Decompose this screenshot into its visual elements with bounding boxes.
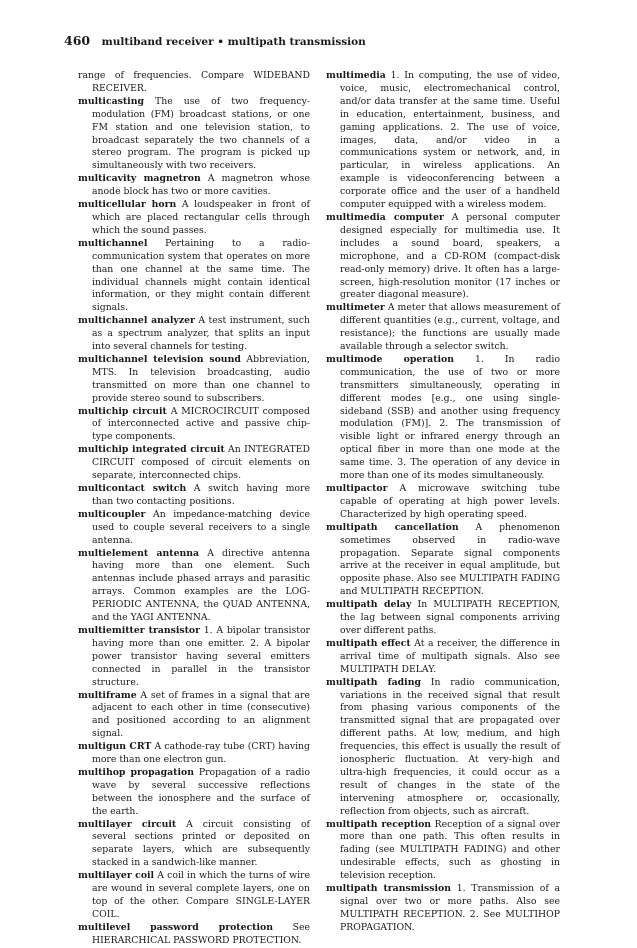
dictionary-entry: [78, 509, 310, 548]
entry-definition: A coil in which the turns of wire are wound in several complete layers, one on top of the other. Compare SINGLE-LAYER COIL.: [92, 870, 310, 920]
entry-definition: An impedance-matching device used to couple several receivers to a single antenna.: [92, 508, 310, 546]
entry-term: multipath reception: [326, 818, 432, 830]
entry-term: multichip integrated circuit: [78, 444, 225, 456]
entry-definition: Abbreviation, MTS. In television broadcasting, audio transmitted on more than one channel to provide stereo sound to subscribers.: [92, 353, 310, 404]
entry-term: multihop propagation: [78, 766, 194, 778]
entry-definition: A cathode-ray tube (CRT) having more than one electron gun.: [92, 741, 310, 766]
dictionary-entry: [78, 767, 310, 819]
entry-definition: The use of two frequency-modulation (FM) broadcast stations, or one FM station and one television station, to broadcast separately the two channels of a stereo program. The program is picked up simultaneously with two receivers.: [92, 95, 310, 172]
entry-term: multipath cancellation: [326, 521, 459, 533]
entry-definition: In MULTIPATH RECEPTION, the lag between signal components arriving over different paths.: [340, 599, 560, 636]
dictionary-entry: [326, 638, 560, 677]
entry-definition: Propagation of a radio wave by several successive reflections between the ionosphere and the surface of the earth.: [92, 766, 310, 817]
entry-definition: A meter that allows measurement of different quantities (e.g., current, voltage, and resistance); the functions are usually made available through a selector switch.: [340, 302, 560, 353]
dictionary-entry: [78, 70, 310, 96]
dictionary-entry: [326, 522, 560, 599]
entry-definition: A microwave switching tube capable of operating at high power levels. Characterized by high operating speed.: [340, 483, 560, 520]
dictionary-entry: [78, 870, 310, 922]
dictionary-entry: [78, 690, 310, 742]
entry-definition: In radio communication, variations in the received signal that result from phasing various components of the transmitted signal that are propagated over different paths. At low, medium, and high frequencies, this effect is usually the result of ionospheric fluctuation. At very-high and ultra-high frequencies, it could occur as a result of changes in the state of the intervening atmosphere or, occasionally, reflection from objects, such as aircraft.: [340, 676, 560, 817]
entry-term: multichannel: [78, 237, 148, 249]
entry-term: multipath transmission: [326, 883, 452, 895]
dictionary-entry: [326, 212, 560, 302]
dictionary-entry: [78, 444, 310, 483]
dictionary-entry: [78, 315, 310, 354]
entry-definition: 1. In radio communication, the use of two or more transmitters simultaneously, operating in different modes [e.g., one using single-sideband (SSB) and another using frequency modulation (FM)]. 2. The transmission of visible light or infrared energy through an optical fiber in more than one mode at the same time. 3. The operation of any device in more than one of its modes simultaneously.: [340, 353, 560, 482]
entry-term: multiemitter transistor: [78, 624, 201, 636]
entry-definition: A set of frames in a signal that are adjacent to each other in time (consecutive) and positioned according to an alignment signal.: [92, 689, 310, 740]
dictionary-entry: [78, 922, 310, 948]
dictionary-entry: [78, 741, 310, 767]
entry-term: multipath fading: [326, 676, 421, 688]
dictionary-entry: [326, 677, 560, 819]
dictionary-entry: [78, 625, 310, 690]
dictionary-entry: [326, 70, 560, 212]
entry-term: multimedia: [326, 70, 386, 81]
right-column: [326, 70, 560, 935]
page-number: 460: [64, 33, 91, 48]
entry-term: multimeter: [326, 302, 385, 314]
entry-definition: 1. Transmission of a signal over two or more paths. Also see MULTIPATH RECEPTION. 2. See MULTIHOP PROPAGATION.: [340, 883, 560, 933]
dictionary-entry: [326, 302, 560, 354]
entry-term: multimedia computer: [326, 211, 444, 223]
entry-definition: At a receiver, the difference in arrival time of multipath signals. Also see MULTIPATH DELAY.: [340, 637, 560, 675]
entry-definition: Reception of a signal over more than one path. This often results in fading (see MULTIPATH FADING) and other undesirable effects, such as ghosting in television reception.: [340, 818, 560, 882]
entry-term: multichannel analyzer: [78, 315, 195, 327]
entry-term: multimode operation: [326, 353, 454, 365]
dictionary-entry: [326, 883, 560, 935]
entry-definition: Pertaining to a radio-communication system that operates on more than one channel at the same time. The individual channels might contain identical information, or they might contain different signals.: [92, 237, 310, 314]
entry-term: multicoupler: [78, 508, 146, 520]
entry-definition: A personal computer designed especially for multimedia use. It includes a sound board, speakers, a microphone, and a CD-ROM (compact-disk read-only memory) drive. It often has a large-screen, high-resolution monitor (17 inches or greater diagonal measure).: [340, 211, 560, 301]
entry-term: multielement antenna: [78, 547, 200, 559]
dictionary-entry: [78, 238, 310, 315]
dictionary-entry: [78, 354, 310, 406]
entry-definition: A MICROCIRCUIT composed of interconnected active and passive chip-type components.: [92, 405, 310, 443]
entry-term: multigun CRT: [78, 741, 152, 753]
entry-definition: A circuit consisting of several sections printed or deposited on separate layers, which are subsequently stacked in a sandwich-like manner.: [92, 818, 310, 869]
entry-definition: An INTEGRATED CIRCUIT composed of circuit elements on separate, interconnected chips.: [92, 444, 310, 482]
entry-term: multicellular horn: [78, 199, 177, 211]
running-header: [64, 30, 366, 49]
entry-definition: 1. A bipolar transistor having more than one emitter. 2. A bipolar power transistor having several emitters connected in parallel in the transistor structure.: [92, 624, 310, 688]
entry-term: multilayer circuit: [78, 818, 177, 830]
entry-term: multichannel television sound: [78, 353, 241, 365]
entry-term: multilevel password protection: [78, 921, 273, 933]
dictionary-entry: [326, 483, 560, 522]
entry-term: multicasting: [78, 95, 144, 107]
entry-definition: A switch having more than two contacting positions.: [92, 483, 310, 507]
left-column: [78, 70, 310, 948]
entry-term: multipath delay: [326, 599, 412, 611]
entry-definition: A magnetron whose anode block has two or more cavities.: [92, 173, 310, 198]
entry-definition: See HIERARCHICAL PASSWORD PROTECTION.: [92, 921, 310, 946]
dictionary-entry: [326, 354, 560, 483]
dictionary-entry: [78, 199, 310, 238]
running-title: multiband receiver • multipath transmission: [101, 36, 366, 48]
entry-definition: A test instrument, such as a spectrum analyzer, that splits an input into several channels for testing.: [92, 315, 310, 353]
dictionary-entry: [326, 819, 560, 884]
entry-term: multichip circuit: [78, 405, 167, 417]
entry-definition: A phenomenon sometimes observed in radio-wave propagation. Separate signal components arrive at the receiver in equal amplitude, but opposite phase. Also see MULTIPATH FADING and MULTIPATH RECEPTION.: [340, 521, 560, 598]
dictionary-entry: [78, 406, 310, 445]
entry-term: multiframe: [78, 689, 137, 701]
entry-definition: A directive antenna having more than one element. Such antennas include phased arrays and parasitic arrays. Common examples are the LOG-PERIODIC ANTENNA, the QUAD ANTENNA, and the YAGI ANTENNA.: [92, 547, 310, 624]
dictionary-entry: [78, 173, 310, 199]
entry-definition: range of frequencies. Compare WIDEBAND RECEIVER.: [78, 70, 310, 94]
entry-term: multicontact switch: [78, 483, 187, 494]
dictionary-entry: [326, 599, 560, 638]
entry-term: multipath effect: [326, 637, 411, 649]
entry-definition: A loudspeaker in front of which are placed rectangular cells through which the sound passes.: [92, 199, 310, 236]
dictionary-entry: [78, 819, 310, 871]
entry-term: multilayer coil: [78, 870, 155, 882]
entry-term: multicavity magnetron: [78, 173, 201, 185]
dictionary-entry: [78, 483, 310, 509]
dictionary-entry: [78, 96, 310, 173]
dictionary-entry: [78, 548, 310, 625]
entry-term: multipactor: [326, 483, 388, 494]
entry-definition: 1. In computing, the use of video, voice, music, electromechanical control, and/or data transfer at the same time. Useful in education, entertainment, business, and gaming applications. 2. The use of voice, images, data, and/or video in a communications system or network, and, in particular, in wireless applications. An example is videoconferencing between a corporate office and the user of a handheld computer equipped with a wireless modem.: [340, 70, 560, 211]
